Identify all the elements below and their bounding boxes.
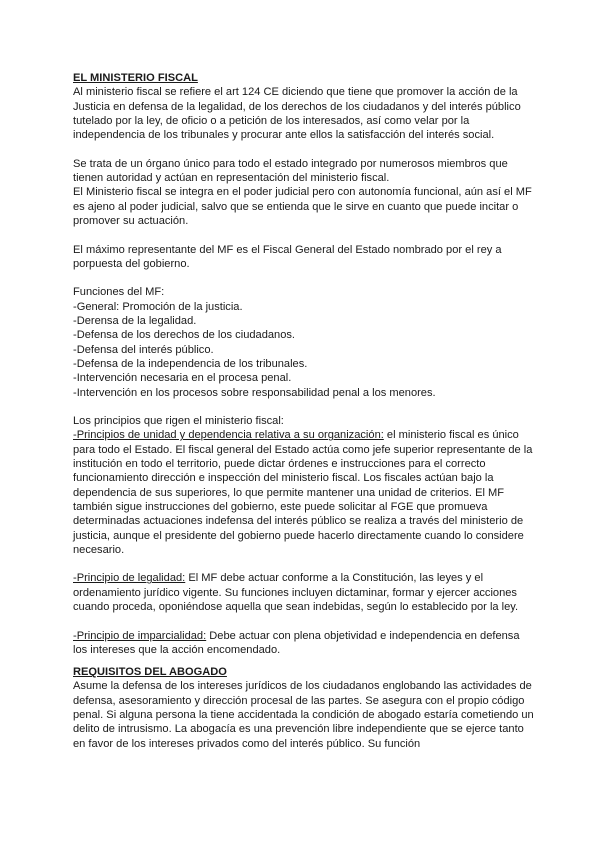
paragraph-organo: Se trata de un órgano único para todo el estado integrado por numerosos miembros que tienen autoridad y actúan en representación del ministerio fiscal. — [73, 157, 508, 185]
list-item: -Defensa del interés público. — [73, 343, 214, 356]
list-item: -General: Promoción de la justicia. — [73, 300, 243, 313]
list-item: -Defensa de los derechos de los ciudadanos. — [73, 329, 296, 342]
section-title-ministerio-fiscal: EL MINISTERIO FISCAL — [73, 72, 198, 84]
list-item: -Derensa de la legalidad. — [73, 315, 197, 328]
paragraph-principio-imparcialidad — [73, 629, 536, 658]
principio-legalidad-text: El MF debe actuar conforme a la Constitución, las leyes y el ordenamiento jurídico vigente. Su funciones incluyen dictaminar, formar y ejercer acciones cuando proceda, oponiéndose aquella que sean indebidas, según lo establecido por la ley. — [73, 572, 519, 613]
principio-imparcialidad-label: -Principio de imparcialidad: — [73, 629, 207, 642]
principio-legalidad-label: -Principio de legalidad: — [73, 572, 186, 585]
paragraph-maximo: El máximo representante del MF es el Fiscal General del Estado nombrado por el rey a porpuesta del gobierno. — [73, 243, 502, 270]
principio-imparcialidad-text: Debe actuar con plena objetividad e independencia en defensa los intereses que la acción encomendado. — [73, 629, 520, 656]
list-item: -Defensa de la independencia de los tribunales. — [73, 357, 308, 370]
funciones-list — [73, 300, 536, 400]
paragraph-integra: El Ministerio fiscal se integra en el poder judicial pero con autonomía funcional, aún así el MF es ajeno al poder judicial, salvo que se entienda que le sirve en cuanto que puede incitar o promover su actuación. — [73, 186, 532, 227]
paragraph-intro: Al ministerio fiscal se refiere el art 124 CE diciendo que tiene que promover la acción de la Justicia en defensa de la legalidad, de los derechos de los ciudadanos y del interés público tutelado por la ley, de oficio o a petición de los interesados, así como velar por la independencia de los tribunales y procurar ante ellos la satisfacción del interés social. — [73, 86, 521, 142]
paragraph-principio-legalidad — [73, 571, 536, 614]
principios-heading: Los principios que rigen el ministerio fiscal: — [73, 415, 284, 428]
list-item: -Intervención en los procesos sobre responsabilidad penal a los menores. — [73, 386, 436, 399]
principio-unidad-label: -Principios de unidad y dependencia relativa a su organización: — [73, 429, 384, 442]
paragraph-abogado: Asume la defensa de los intereses jurídicos de los ciudadanos englobando las actividades de defensa, asesoramiento y dirección procesal de las partes. Se asegura con el propio código penal. Si alguna persona la tiene accidentada la condición de abogado estaría cometiendo un delito de intrusismo. La abogacía es una prevención libre independiente que se ejerce tanto en favor de los intereses privados como del interés público. Su función — [73, 680, 534, 750]
section-title-requisitos-abogado: REQUISITOS DEL ABOGADO — [73, 666, 227, 679]
paragraph-principio-unidad — [73, 428, 536, 557]
funciones-heading: Funciones del MF: — [73, 286, 165, 299]
list-item: -Intervención necesaria en el procesa penal. — [73, 372, 292, 385]
principio-unidad-text: el ministerio fiscal es único para todo el Estado. El fiscal general del Estado actúa como jefe superior representante de la institución en todo el territorio, puede dictar órdenes e instrucciones para el correcto funcionamiento dirección e inspección del ministerio fiscal. Los fiscales actúan bajo la dependencia de sus superiores, lo que permite mantener una unidad de criterios. El MF también sigue instrucciones del gobierno, este puede solicitar al FGE que promueva determinadas actuaciones indefensa del interés público se realiza a través del ministerio de justicia, aunque el presidente del gobierno puede hacerlo directamente cuando lo considere necesario. — [73, 429, 533, 556]
